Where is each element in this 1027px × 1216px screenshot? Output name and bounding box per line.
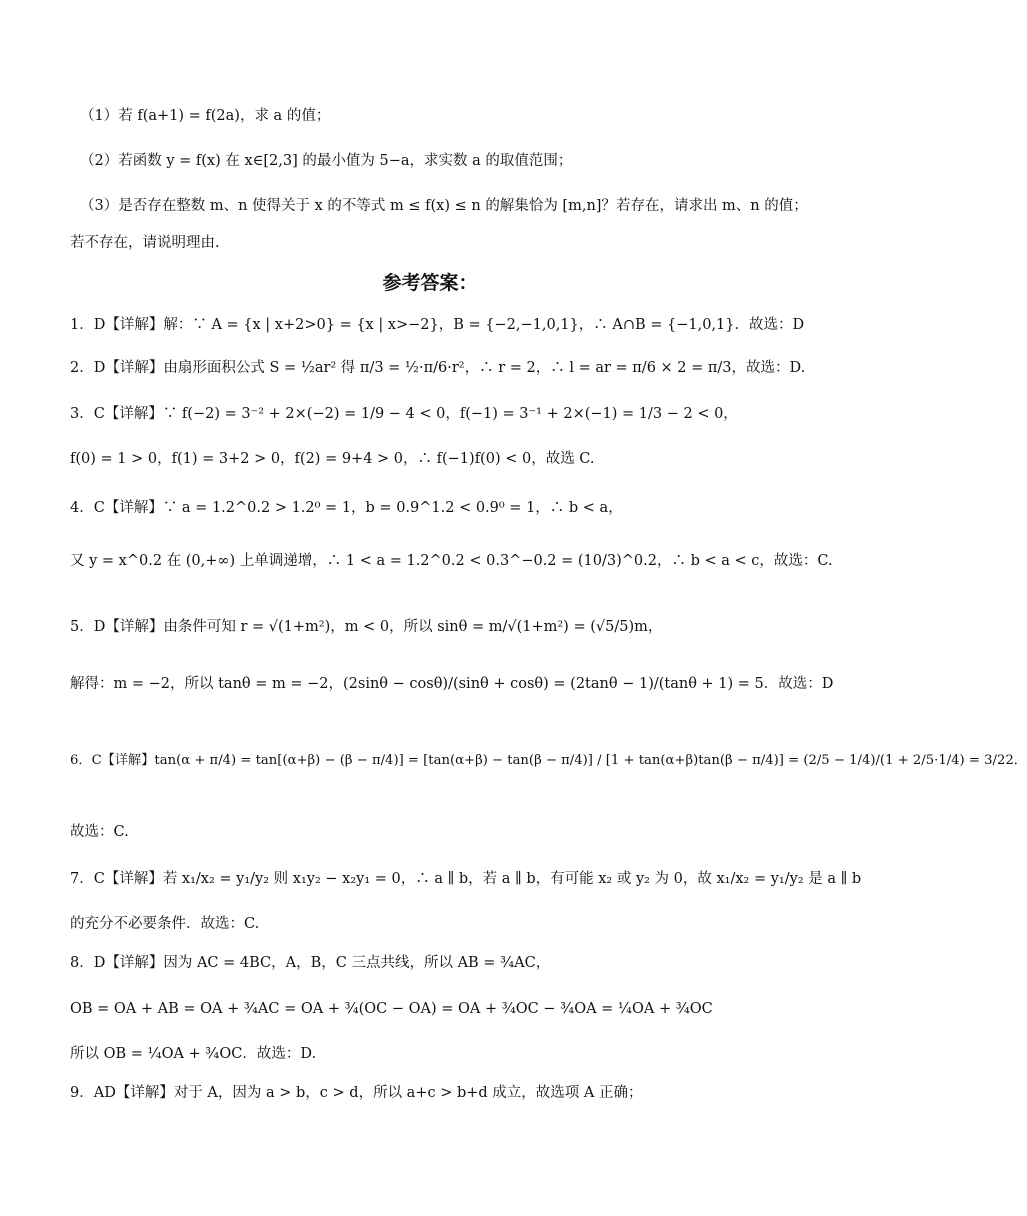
question-2: （2）若函数 y = f(x) 在 x∈[2,3] 的最小值为 5−a，求实数 a 的取值范围； <box>80 153 573 169</box>
answer-4-continued: 又 y = x^0.2 在 (0,+∞) 上单调递增，∴ 1 < a = 1.2^0.2 < 0.3^−0.2 = (10/3)^0.2，∴ b < a < c，故选：C. <box>70 553 833 569</box>
answers-heading: 参考答案： <box>382 272 478 294</box>
answer-8: 8．D【详解】因为 AC = 4BC，A，B，C 三点共线，所以 AB = ¾AC， <box>70 955 551 971</box>
answer-3-continued: f(0) = 1 > 0，f(1) = 3+2 > 0，f(2) = 9+4 > 0，∴ f(−1)f(0) < 0，故选 C. <box>70 451 595 467</box>
answer-5: 5．D【详解】由条件可知 r = √(1+m²)，m < 0，所以 sinθ = m/√(1+m²) = (√5/5)m， <box>70 619 663 635</box>
answer-5-continued: 解得：m = −2，所以 tanθ = m = −2，(2sinθ − cosθ)/(sinθ + cosθ) = (2tanθ − 1)/(tanθ + 1) = 5．故选：D <box>70 676 834 692</box>
answer-7: 7．C【详解】若 x₁/x₂ = y₁/y₂ 则 x₁y₂ − x₂y₁ = 0，∴ a ∥ b，若 a ∥ b，有可能 x₂ 或 y₂ 为 0，故 x₁/x₂ = y₁/y₂ 是 a ∥ b <box>70 871 862 887</box>
answer-8-derivation: OB = OA + AB = OA + ¾AC = OA + ¾(OC − OA) = OA + ¾OC − ¾OA = ¼OA + ¾OC <box>70 1001 713 1017</box>
answer-2: 2．D【详解】由扇形面积公式 S = ½ar² 得 π/3 = ½·π/6·r²，∴ r = 2，∴ l = ar = π/6 × 2 = π/3，故选：D. <box>70 360 806 376</box>
question-1: （1）若 f(a+1) = f(2a)，求 a 的值； <box>80 108 331 124</box>
answer-6-continued: 故选：C. <box>70 824 129 840</box>
answer-7-continued: 的充分不必要条件．故选：C. <box>70 916 260 932</box>
question-3: （3）是否存在整数 m、n 使得关于 x 的不等式 m ≤ f(x) ≤ n 的解集恰为 [m,n]？若存在，请求出 m、n 的值； <box>80 198 808 214</box>
answer-6: 6．C【详解】tan(α + π/4) = tan[(α+β) − (β − π/4)] = [tan(α+β) − tan(β − π/4)] / [1 + tan(α+β)tan(β − π/4)] = (2/5 − 1/4)/(1 + 2/5·1/4) = 3/22． <box>70 753 1027 768</box>
answer-3: 3．C【详解】∵ f(−2) = 3⁻² + 2×(−2) = 1/9 − 4 < 0，f(−1) = 3⁻¹ + 2×(−1) = 1/3 − 2 < 0， <box>70 406 738 422</box>
answer-1: 1．D【详解】解：∵ A = {x | x+2>0} = {x | x>−2}，B = {−2,−1,0,1}，∴ A∩B = {−1,0,1}．故选：D <box>70 317 805 333</box>
question-3-continued: 若不存在，请说明理由. <box>70 235 220 251</box>
answer-8-conclusion: 所以 OB = ¼OA + ¾OC．故选：D. <box>70 1046 317 1062</box>
answer-4: 4．C【详解】∵ a = 1.2^0.2 > 1.2⁰ = 1，b = 0.9^1.2 < 0.9⁰ = 1，∴ b < a， <box>70 500 623 516</box>
answer-9: 9．AD【详解】对于 A，因为 a > b，c > d，所以 a+c > b+d 成立，故选项 A 正确； <box>70 1085 643 1101</box>
